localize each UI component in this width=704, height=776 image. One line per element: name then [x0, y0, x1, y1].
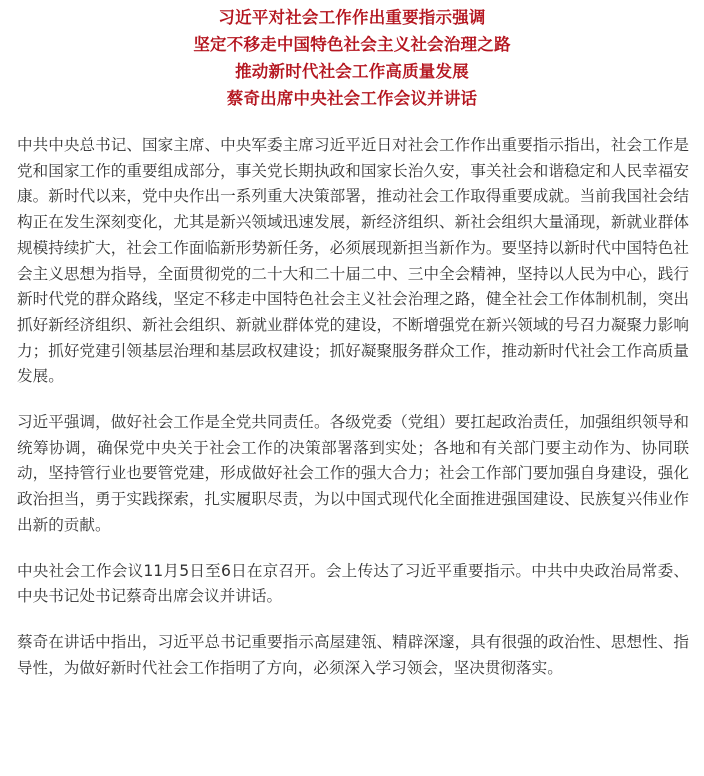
article-body	[17, 133, 689, 701]
headline-line-1: 习近平对社会工作作出重要指示强调	[218, 8, 486, 27]
paragraph-1: 中共中央总书记、国家主席、中央军委主席习近平近日对社会工作作出重要指示指出，社会工作是党和国家工作的重要组成部分，事关党长期执政和国家长治久安，事关社会和谐稳定和人民幸福安康。新时代以来，党中央作出一系列重大决策部署，推动社会工作取得重要成就。当前我国社会结构正在发生深刻变化，尤其是新兴领域迅速发展，新经济组织、新社会组织大量涌现，新就业群体规模持续扩大，社会工作面临新形势新任务，必须展现新担当新作为。要坚持以新时代中国特色社会主义思想为指导，全面贯彻党的二十大和二十届二中、三中全会精神，坚持以人民为中心，践行新时代党的群众路线，坚定不移走中国特色社会主义社会治理之路，健全社会工作体制机制，突出抓好新经济组织、新社会组织、新就业群体党的建设，不断增强党在新兴领域的号召力凝聚力影响力；抓好党建引领基层治理和基层政权建设；抓好凝聚服务群众工作，推动新时代社会工作高质量发展。	[17, 136, 689, 386]
paragraph-4: 蔡奇在讲话中指出，习近平总书记重要指示高屋建瓴、精辟深邃，具有很强的政治性、思想性、指导性，为做好新时代社会工作指明了方向，必须深入学习领会，坚决贯彻落实。	[17, 632, 689, 677]
paragraph-2: 习近平强调，做好社会工作是全党共同责任。各级党委（党组）要扛起政治责任，加强组织领导和统筹协调，确保党中央关于社会工作的决策部署落到实处；各地和有关部门要主动作为、协同联动，坚持管行业也要管党建，形成做好社会工作的强大合力；社会工作部门要加强自身建设，强化政治担当，勇于实践探索，扎实履职尽责，为以中国式现代化全面推进强国建设、民族复兴伟业作出新的贡献。	[17, 413, 689, 534]
headline-line-4: 蔡奇出席中央社会工作会议并讲话	[226, 89, 478, 108]
article-headline	[0, 4, 704, 112]
headline-line-3: 推动新时代社会工作高质量发展	[235, 62, 469, 81]
headline-line-2: 坚定不移走中国特色社会主义社会治理之路	[193, 35, 511, 54]
paragraph-3: 中央社会工作会议11月5日至6日在京召开。会上传达了习近平重要指示。中共中央政治局常委、中央书记处书记蔡奇出席会议并讲话。	[17, 561, 689, 606]
